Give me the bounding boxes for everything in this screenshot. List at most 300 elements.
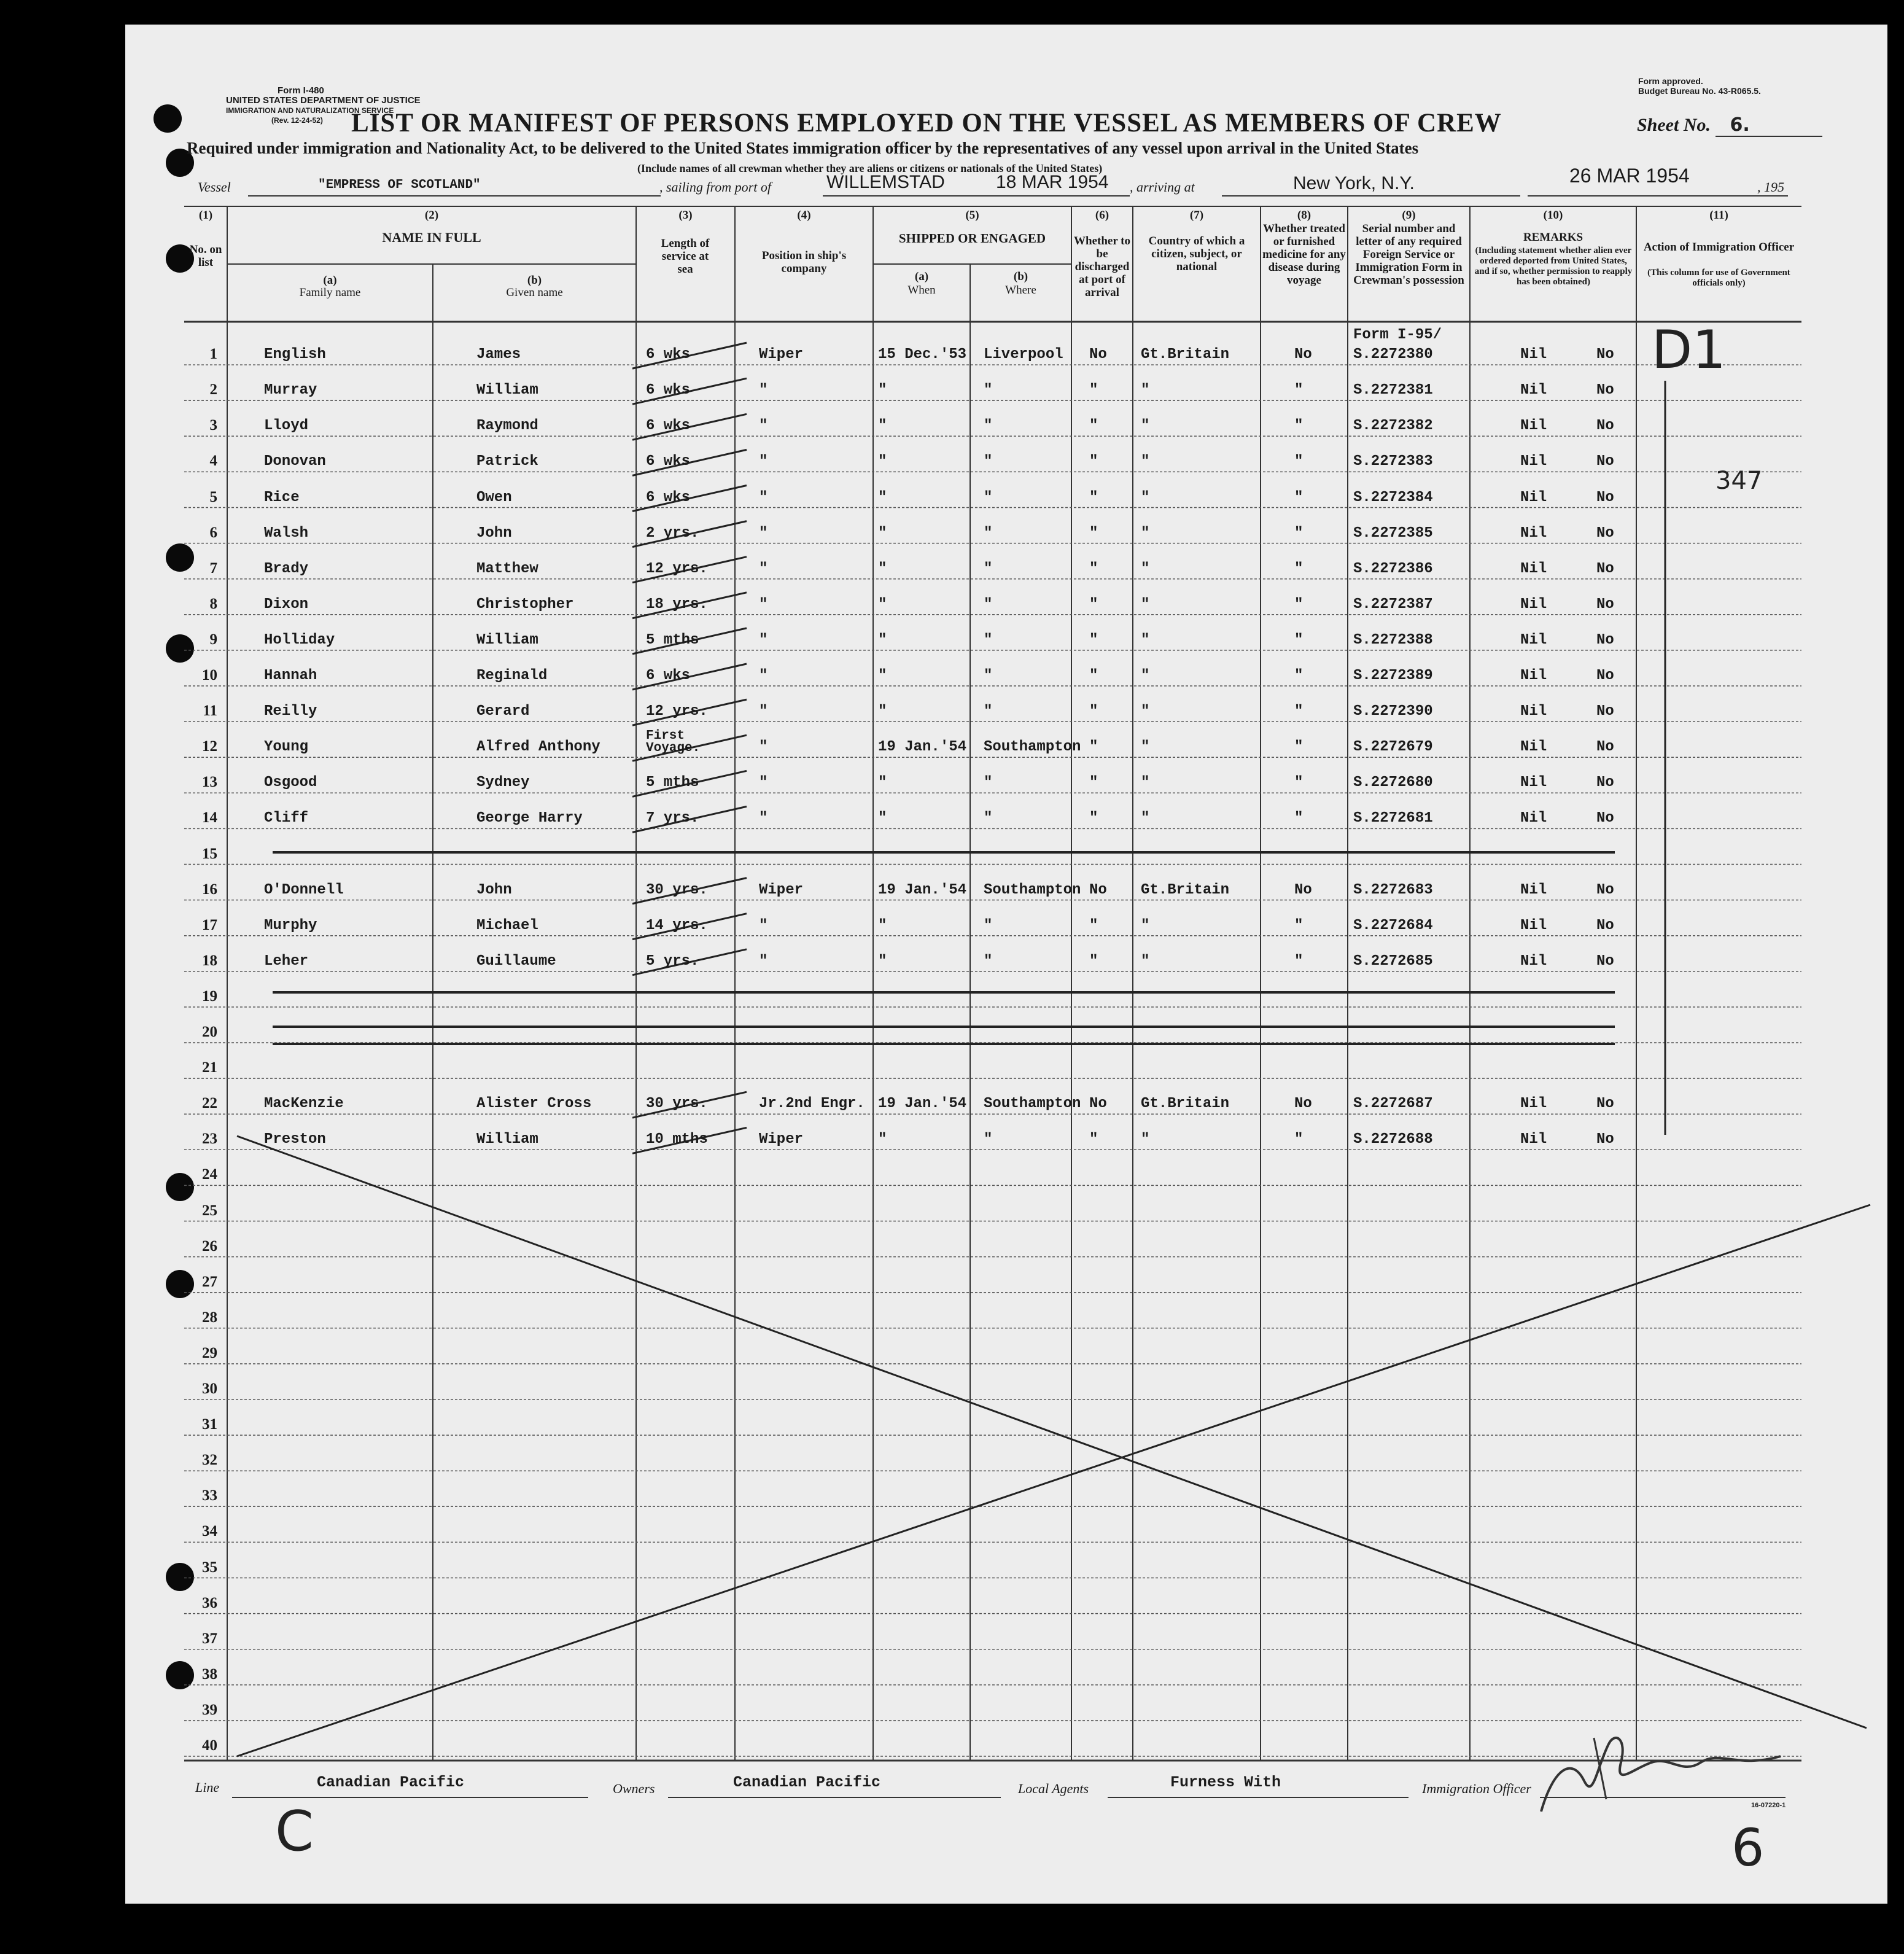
discharged-cell: " bbox=[1089, 631, 1098, 648]
country-cell: " bbox=[1141, 739, 1150, 756]
position-cell: Wiper bbox=[759, 346, 804, 364]
row-number: 36 bbox=[202, 1594, 217, 1611]
year-suffix: , 195 bbox=[1757, 179, 1784, 195]
discharged-cell: " bbox=[1089, 560, 1098, 577]
service-length-cell: 6 wks bbox=[646, 453, 691, 470]
family-name-cell: Holliday bbox=[264, 631, 335, 648]
engaged-where-cell: Southampton bbox=[984, 739, 1081, 756]
family-name-cell: Young bbox=[264, 739, 309, 756]
family-name-cell: Walsh bbox=[264, 524, 309, 542]
discharged-cell: No bbox=[1089, 881, 1107, 898]
given-name-cell: Raymond bbox=[476, 418, 538, 435]
engaged-where-cell: " bbox=[984, 489, 993, 506]
service-length-cell: 14 yrs. bbox=[646, 917, 708, 934]
row-number: 28 bbox=[202, 1309, 217, 1326]
service-length-cell: 6 wks bbox=[646, 489, 691, 506]
given-name-cell: Gerard bbox=[476, 703, 530, 720]
service-length-cell: 6 wks bbox=[646, 418, 691, 435]
service-length-cell: 6 wks bbox=[646, 382, 691, 399]
agents-label: Local Agents bbox=[1018, 1781, 1089, 1796]
medicine-cell: " bbox=[1294, 560, 1304, 577]
country-cell: " bbox=[1141, 560, 1150, 577]
engaged-when-cell: " bbox=[878, 774, 887, 792]
medicine-cell: " bbox=[1294, 668, 1304, 684]
remarks-cell: Nil bbox=[1520, 810, 1547, 827]
row-number: 38 bbox=[202, 1665, 217, 1683]
service-length-cell: 30 yrs. bbox=[646, 881, 708, 898]
discharged-cell: " bbox=[1089, 917, 1098, 934]
family-name-cell: Preston bbox=[264, 1131, 326, 1148]
family-name-cell: Dixon bbox=[264, 596, 309, 613]
service-length-cell: 5 mths bbox=[646, 631, 699, 648]
deportation-cell: No bbox=[1596, 952, 1614, 970]
engaged-where-cell: " bbox=[984, 453, 993, 470]
deportation-cell: No bbox=[1596, 881, 1614, 898]
country-cell: " bbox=[1141, 810, 1150, 827]
row-number: 21 bbox=[202, 1059, 217, 1076]
country-cell: Gt.Britain bbox=[1141, 881, 1230, 898]
row-number: 14 bbox=[202, 809, 217, 827]
engaged-when-cell: " bbox=[878, 524, 887, 542]
row-number: 7 bbox=[209, 559, 217, 577]
position-cell: " bbox=[759, 560, 768, 577]
family-name-cell: O'Donnell bbox=[264, 881, 344, 898]
row-number: 26 bbox=[202, 1237, 217, 1255]
country-cell: " bbox=[1141, 774, 1150, 792]
service-length-cell: 6 wks bbox=[646, 346, 691, 364]
country-cell: " bbox=[1141, 952, 1150, 970]
discharged-cell: " bbox=[1089, 952, 1098, 970]
medicine-cell: " bbox=[1294, 489, 1304, 506]
engaged-where-cell: " bbox=[984, 1131, 993, 1148]
line-value: Canadian Pacific bbox=[317, 1773, 465, 1791]
discharged-cell: " bbox=[1089, 596, 1098, 613]
given-name-cell: Owen bbox=[476, 489, 512, 506]
row-number: 13 bbox=[202, 774, 217, 791]
row-number: 37 bbox=[202, 1630, 217, 1647]
country-cell: Gt.Britain bbox=[1141, 346, 1230, 364]
sheet-label: Sheet No. bbox=[1637, 115, 1711, 135]
engaged-where-cell: " bbox=[984, 952, 993, 970]
serial-number-cell: S.2272382 bbox=[1353, 418, 1433, 435]
engaged-when-cell: " bbox=[878, 631, 887, 648]
engaged-when-cell: " bbox=[878, 596, 887, 613]
remarks-cell: Nil bbox=[1520, 668, 1547, 684]
remarks-cell: Nil bbox=[1520, 917, 1547, 934]
service-length-cell: First Voyage. bbox=[646, 729, 701, 756]
country-cell: " bbox=[1141, 489, 1150, 506]
budget-bureau: Budget Bureau No. 43-R065.5. bbox=[1638, 86, 1761, 96]
medicine-cell: " bbox=[1294, 774, 1304, 792]
deportation-cell: No bbox=[1596, 453, 1614, 470]
col7-number: (7) bbox=[1189, 209, 1204, 222]
remarks-cell: Nil bbox=[1520, 560, 1547, 577]
engaged-where-cell: " bbox=[984, 418, 993, 435]
medicine-cell: " bbox=[1294, 739, 1304, 756]
position-cell: " bbox=[759, 596, 768, 613]
service-length-cell: 5 mths bbox=[646, 774, 699, 792]
col5-header: SHIPPED OR ENGAGED bbox=[898, 231, 1046, 246]
col2-number: (2) bbox=[424, 209, 439, 222]
service-length-cell: 5 yrs. bbox=[646, 952, 699, 970]
serial-number-cell: S.2272684 bbox=[1353, 917, 1433, 934]
form-approval: Form approved. bbox=[1638, 76, 1703, 86]
deportation-cell: No bbox=[1596, 1096, 1614, 1113]
medicine-cell: " bbox=[1294, 810, 1304, 827]
department-name: UNITED STATES DEPARTMENT OF JUSTICE bbox=[226, 95, 421, 106]
remarks-cell: Nil bbox=[1520, 703, 1547, 720]
engaged-when-cell: " bbox=[878, 952, 887, 970]
serial-number-cell: S.2272687 bbox=[1353, 1096, 1433, 1113]
manifest-title: LIST OR MANIFEST OF PERSONS EMPLOYED ON THE VESSEL AS MEMBERS OF CREW bbox=[351, 109, 1502, 138]
discharged-cell: " bbox=[1089, 774, 1098, 792]
given-name-cell: Sydney bbox=[476, 774, 530, 792]
deportation-cell: No bbox=[1596, 489, 1614, 506]
serial-number-cell: S.2272680 bbox=[1353, 774, 1433, 792]
remarks-cell: Nil bbox=[1520, 952, 1547, 970]
serial-number-cell: S.2272688 bbox=[1353, 1131, 1433, 1148]
engaged-where-cell: Southampton bbox=[984, 881, 1081, 898]
col3-number: (3) bbox=[678, 209, 693, 222]
medicine-cell: " bbox=[1294, 631, 1304, 648]
given-name-cell: Michael bbox=[476, 917, 538, 934]
deportation-cell: No bbox=[1596, 917, 1614, 934]
deportation-cell: No bbox=[1596, 596, 1614, 613]
remarks-cell: Nil bbox=[1520, 453, 1547, 470]
serial-number-cell: S.2272388 bbox=[1353, 631, 1433, 648]
serial-number-cell: S.2272683 bbox=[1353, 881, 1433, 898]
discharged-cell: " bbox=[1089, 489, 1098, 506]
col10-subheader: (Including statement whether alien ever ordered deported from United States, and if so, whether permission to reapply has been obtained) bbox=[1474, 246, 1633, 287]
sailing-label: , sailing from port of bbox=[659, 179, 771, 195]
vessel-name: "EMPRESS OF SCOTLAND" bbox=[318, 178, 481, 192]
position-cell: " bbox=[759, 631, 768, 648]
position-cell: Jr.2nd Engr. bbox=[759, 1096, 865, 1113]
engaged-when-cell: " bbox=[878, 668, 887, 684]
row-number: 25 bbox=[202, 1202, 217, 1219]
form-code: 16-07220-1 bbox=[1751, 1802, 1786, 1809]
serial-number-cell: S.2272679 bbox=[1353, 739, 1433, 756]
engaged-where-cell: " bbox=[984, 917, 993, 934]
remarks-cell: Nil bbox=[1520, 382, 1547, 399]
row-number: 18 bbox=[202, 952, 217, 969]
owners-value: Canadian Pacific bbox=[733, 1773, 881, 1791]
row-number: 31 bbox=[202, 1416, 217, 1433]
col2a-header: Family name bbox=[299, 286, 361, 299]
serial-number-cell: S.2272380 bbox=[1353, 346, 1433, 364]
deportation-cell: No bbox=[1596, 810, 1614, 827]
page-mark: 6 bbox=[1731, 1818, 1765, 1878]
medicine-cell: " bbox=[1294, 596, 1304, 613]
engaged-when-cell: " bbox=[878, 489, 887, 506]
row-number: 6 bbox=[209, 524, 217, 541]
service-length-cell: 12 yrs. bbox=[646, 560, 708, 577]
remarks-cell: Nil bbox=[1520, 739, 1547, 756]
row-number: 17 bbox=[202, 916, 217, 933]
serial-number-cell: S.2272387 bbox=[1353, 596, 1433, 613]
service-length-cell: 18 yrs. bbox=[646, 596, 708, 613]
service-length-cell: 30 yrs. bbox=[646, 1096, 708, 1113]
serial-number-cell: S.2272384 bbox=[1353, 489, 1433, 506]
agents-value: Furness With bbox=[1170, 1773, 1281, 1791]
position-cell: " bbox=[759, 952, 768, 970]
position-cell: " bbox=[759, 453, 768, 470]
row-number: 29 bbox=[202, 1344, 217, 1361]
given-name-cell: Christopher bbox=[476, 596, 574, 613]
row-number: 33 bbox=[202, 1487, 217, 1504]
remarks-cell: Nil bbox=[1520, 881, 1547, 898]
vessel-label: Vessel bbox=[198, 179, 231, 195]
row-number: 20 bbox=[202, 1024, 217, 1040]
arriving-label: , arriving at bbox=[1130, 179, 1195, 195]
service-length-cell: 10 mths bbox=[646, 1131, 708, 1148]
engaged-where-cell: Liverpool bbox=[984, 346, 1063, 364]
col6-number: (6) bbox=[1095, 209, 1109, 222]
serial-number-cell: S.2272390 bbox=[1353, 703, 1433, 720]
engaged-when-cell: " bbox=[878, 1131, 887, 1148]
position-cell: " bbox=[759, 739, 768, 756]
serial-number-cell: S.2272681 bbox=[1353, 810, 1433, 827]
given-name-cell: John bbox=[476, 881, 512, 898]
form-revision: (Rev. 12-24-52) bbox=[271, 116, 323, 125]
position-cell: Wiper bbox=[759, 881, 804, 898]
deportation-cell: No bbox=[1596, 1131, 1614, 1148]
service-length-cell: 6 wks bbox=[646, 668, 691, 684]
service-length-cell: 7 yrs. bbox=[646, 810, 699, 827]
engaged-where-cell: " bbox=[984, 774, 993, 792]
col8-number: (8) bbox=[1297, 209, 1311, 222]
family-name-cell: Osgood bbox=[264, 774, 317, 792]
arrival-date: 26 MAR 1954 bbox=[1569, 165, 1690, 187]
deportation-cell: No bbox=[1596, 346, 1614, 364]
row-number: 10 bbox=[202, 667, 217, 683]
engaged-when-cell: " bbox=[878, 453, 887, 470]
col7-header: Country of which a citizen, subject, or national bbox=[1148, 235, 1245, 273]
given-name-cell: William bbox=[476, 631, 538, 648]
given-name-cell: Reginald bbox=[476, 668, 548, 684]
family-name-cell: Rice bbox=[264, 489, 300, 506]
row-number: 22 bbox=[202, 1095, 217, 1112]
col4-number: (4) bbox=[797, 209, 811, 222]
officer-field bbox=[1540, 1781, 1785, 1798]
col5a-header: When bbox=[907, 284, 936, 297]
medicine-cell: " bbox=[1294, 1131, 1304, 1148]
sheet-number: 6. bbox=[1716, 114, 1822, 137]
serial-number-cell: S.2272386 bbox=[1353, 560, 1433, 577]
position-cell: Wiper bbox=[759, 1131, 804, 1148]
col1-number: (1) bbox=[198, 209, 213, 222]
family-name-cell: Murphy bbox=[264, 917, 317, 934]
family-name-cell: Donovan bbox=[264, 453, 326, 470]
medicine-cell: No bbox=[1294, 1096, 1312, 1113]
deportation-cell: No bbox=[1596, 418, 1614, 435]
col9-header: Serial number and letter of any required Foreign Service or Immigration Form in Crewman's possession bbox=[1353, 222, 1464, 287]
col11-header: Action of Immigration Officer bbox=[1643, 241, 1795, 254]
engaged-when-cell: " bbox=[878, 917, 887, 934]
given-name-cell: John bbox=[476, 524, 512, 542]
given-name-cell: Alfred Anthony bbox=[476, 739, 600, 756]
position-cell: " bbox=[759, 382, 768, 399]
engaged-where-cell: " bbox=[984, 810, 993, 827]
given-name-cell: William bbox=[476, 382, 538, 399]
row-number: 30 bbox=[202, 1380, 217, 1397]
service-name: IMMIGRATION AND NATURALIZATION SERVICE bbox=[226, 106, 394, 115]
position-cell: " bbox=[759, 489, 768, 506]
col10-number: (10) bbox=[1543, 209, 1563, 222]
col5b-number: (b) bbox=[1013, 270, 1028, 283]
deportation-cell: No bbox=[1596, 774, 1614, 792]
deportation-cell: No bbox=[1596, 739, 1614, 756]
engaged-where-cell: " bbox=[984, 382, 993, 399]
given-name-cell: George Harry bbox=[476, 810, 583, 827]
row-number: 34 bbox=[202, 1523, 217, 1540]
family-name-cell: Reilly bbox=[264, 703, 317, 720]
engaged-where-cell: " bbox=[984, 524, 993, 542]
serial-number-cell: S.2272389 bbox=[1353, 668, 1433, 684]
row-number: 12 bbox=[202, 738, 217, 755]
remarks-cell: Nil bbox=[1520, 1131, 1547, 1148]
engaged-where-cell: Southampton bbox=[984, 1096, 1081, 1113]
discharged-cell: " bbox=[1089, 703, 1098, 720]
col8-header: Whether treated or furnished medicine for any disease during voyage bbox=[1262, 222, 1346, 287]
action-number: 347 bbox=[1716, 467, 1763, 495]
country-cell: " bbox=[1141, 382, 1150, 399]
engaged-when-cell: 19 Jan.'54 bbox=[878, 881, 967, 898]
country-cell: " bbox=[1141, 418, 1150, 435]
country-cell: " bbox=[1141, 596, 1150, 613]
col4-header: Position in ship's company bbox=[761, 249, 847, 275]
family-name-cell: MacKenzie bbox=[264, 1096, 344, 1113]
discharged-cell: " bbox=[1089, 1131, 1098, 1148]
col6-header: Whether to be discharged at port of arrival bbox=[1074, 235, 1130, 299]
discharged-cell: " bbox=[1089, 668, 1098, 684]
given-name-cell: Matthew bbox=[476, 560, 538, 577]
row-number: 1 bbox=[209, 346, 217, 363]
row-number: 4 bbox=[209, 453, 217, 470]
engaged-when-cell: " bbox=[878, 382, 887, 399]
engaged-where-cell: " bbox=[984, 668, 993, 684]
departure-date: 18 MAR 1954 bbox=[996, 172, 1109, 192]
engaged-when-cell: " bbox=[878, 703, 887, 720]
deportation-cell: No bbox=[1596, 668, 1614, 684]
col1-header: No. on list bbox=[189, 243, 222, 269]
form-number: Form I-480 bbox=[278, 85, 324, 96]
given-name-cell: Patrick bbox=[476, 453, 538, 470]
serial-number-cell: S.2272383 bbox=[1353, 453, 1433, 470]
row-number: 19 bbox=[202, 987, 217, 1005]
position-cell: " bbox=[759, 668, 768, 684]
row-number: 2 bbox=[209, 381, 217, 399]
service-length-cell: 2 yrs. bbox=[646, 524, 699, 542]
manifest-subtitle: Required under immigration and Nationality Act, to be delivered to the United States immigration officer by the representatives of any vessel upon arrival in the United States bbox=[187, 139, 1419, 157]
serial-number-cell: S.2272685 bbox=[1353, 952, 1433, 970]
discharged-cell: No bbox=[1089, 1096, 1107, 1113]
given-name-cell: James bbox=[476, 346, 521, 364]
discharged-cell: " bbox=[1089, 739, 1098, 756]
medicine-cell: " bbox=[1294, 917, 1304, 934]
engaged-when-cell: 19 Jan.'54 bbox=[878, 739, 967, 756]
country-cell: " bbox=[1141, 917, 1150, 934]
col2-header: NAME IN FULL bbox=[382, 230, 481, 245]
discharged-cell: No bbox=[1089, 346, 1107, 364]
discharged-cell: " bbox=[1089, 810, 1098, 827]
position-cell: " bbox=[759, 418, 768, 435]
position-cell: " bbox=[759, 774, 768, 792]
medicine-cell: " bbox=[1294, 382, 1304, 399]
discharged-cell: " bbox=[1089, 524, 1098, 542]
family-name-cell: English bbox=[264, 346, 326, 364]
col2b-header: Given name bbox=[506, 286, 563, 299]
officer-label: Immigration Officer bbox=[1422, 1781, 1531, 1796]
row-number: 32 bbox=[202, 1452, 217, 1469]
row-number: 40 bbox=[202, 1737, 217, 1754]
row-number: 11 bbox=[203, 703, 217, 720]
family-name-cell: Cliff bbox=[264, 810, 309, 827]
engaged-when-cell: " bbox=[878, 418, 887, 435]
serial-number-cell: S.2272381 bbox=[1353, 382, 1433, 399]
medicine-cell: " bbox=[1294, 453, 1304, 470]
engaged-where-cell: " bbox=[984, 560, 993, 577]
col2a-number: (a) bbox=[323, 274, 337, 287]
position-cell: " bbox=[759, 917, 768, 934]
remarks-cell: Nil bbox=[1520, 489, 1547, 506]
service-length-cell: 12 yrs. bbox=[646, 703, 708, 720]
family-name-cell: Murray bbox=[264, 382, 317, 399]
row-number: 27 bbox=[202, 1273, 217, 1290]
discharged-cell: " bbox=[1089, 382, 1098, 399]
medicine-cell: " bbox=[1294, 952, 1304, 970]
position-cell: " bbox=[759, 810, 768, 827]
serial-form-label: Form I-95/ bbox=[1353, 327, 1442, 343]
arrival-port: New York, N.Y. bbox=[1293, 173, 1415, 193]
row-number: 16 bbox=[202, 881, 217, 898]
given-name-cell: Guillaume bbox=[476, 952, 556, 970]
deportation-cell: No bbox=[1596, 560, 1614, 577]
medicine-cell: " bbox=[1294, 524, 1304, 542]
country-cell: Gt.Britain bbox=[1141, 1096, 1230, 1113]
remarks-cell: Nil bbox=[1520, 1096, 1547, 1113]
col5-number: (5) bbox=[965, 209, 979, 222]
medicine-cell: " bbox=[1294, 703, 1304, 720]
given-name-cell: William bbox=[476, 1131, 538, 1148]
engaged-where-cell: " bbox=[984, 631, 993, 648]
row-number: 3 bbox=[209, 417, 217, 434]
deportation-cell: No bbox=[1596, 631, 1614, 648]
row-number: 9 bbox=[209, 631, 217, 648]
corner-mark: C bbox=[275, 1799, 314, 1864]
country-cell: " bbox=[1141, 668, 1150, 684]
col5a-number: (a) bbox=[914, 270, 929, 283]
given-name-cell: Alister Cross bbox=[476, 1096, 592, 1113]
deportation-cell: No bbox=[1596, 703, 1614, 720]
row-number: 15 bbox=[202, 845, 217, 862]
col10-header: REMARKS bbox=[1523, 231, 1583, 244]
discharged-cell: " bbox=[1089, 453, 1098, 470]
discharged-cell: " bbox=[1089, 418, 1098, 435]
deportation-cell: No bbox=[1596, 524, 1614, 542]
row-number: 5 bbox=[209, 488, 217, 505]
position-cell: " bbox=[759, 703, 768, 720]
col11-subheader: (This column for use of Government officials only) bbox=[1647, 268, 1790, 288]
remarks-cell: Nil bbox=[1520, 418, 1547, 435]
country-cell: " bbox=[1141, 524, 1150, 542]
remarks-cell: Nil bbox=[1520, 596, 1547, 613]
family-name-cell: Hannah bbox=[264, 668, 317, 684]
family-name-cell: Brady bbox=[264, 560, 309, 577]
engaged-when-cell: 19 Jan.'54 bbox=[878, 1096, 967, 1113]
country-cell: " bbox=[1141, 453, 1150, 470]
col11-number: (11) bbox=[1709, 209, 1728, 222]
